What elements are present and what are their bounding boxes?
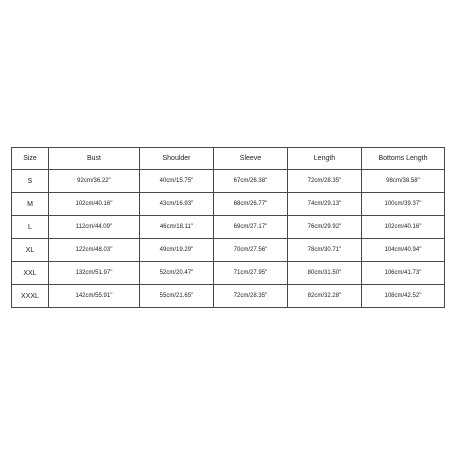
shoulder-cell: 46cm/18.11'' [140, 216, 214, 239]
table-row [12, 262, 445, 285]
shoulder-cell: 40cm/15.75'' [140, 170, 214, 193]
header-bust: Bust [49, 148, 140, 170]
length-cell: 72cm/28.35'' [288, 170, 362, 193]
bottoms-length-cell: 100cm/39.37'' [362, 193, 445, 216]
header-shoulder: Shoulder [140, 148, 214, 170]
table-row [12, 170, 445, 193]
bottoms-length-cell: 98cm/38.58'' [362, 170, 445, 193]
sleeve-cell: 71cm/27.95'' [214, 262, 288, 285]
shoulder-cell: 49cm/19.29'' [140, 239, 214, 262]
shoulder-cell: 52cm/20.47'' [140, 262, 214, 285]
size-chart-table [11, 147, 445, 308]
bust-cell: 112cm/44.09'' [49, 216, 140, 239]
bust-cell: 142cm/55.91'' [49, 285, 140, 308]
size-cell: L [12, 216, 49, 239]
sleeve-cell: 69cm/27.17'' [214, 216, 288, 239]
size-cell: M [12, 193, 49, 216]
bottoms-length-cell: 106cm/41.73'' [362, 262, 445, 285]
length-cell: 82cm/32.28'' [288, 285, 362, 308]
sleeve-cell: 70cm/27.56'' [214, 239, 288, 262]
bust-cell: 132cm/51.97'' [49, 262, 140, 285]
header-sleeve: Sleeve [214, 148, 288, 170]
shoulder-cell: 43cm/16.93'' [140, 193, 214, 216]
length-cell: 78cm/30.71'' [288, 239, 362, 262]
shoulder-cell: 55cm/21.65'' [140, 285, 214, 308]
bust-cell: 102cm/40.16'' [49, 193, 140, 216]
table-row [12, 285, 445, 308]
sleeve-cell: 72cm/28.35'' [214, 285, 288, 308]
header-bottoms-length: Bottoms Length [362, 148, 445, 170]
table-row [12, 239, 445, 262]
bust-cell: 92cm/36.22'' [49, 170, 140, 193]
length-cell: 74cm/29.13'' [288, 193, 362, 216]
bust-cell: 122cm/48.03'' [49, 239, 140, 262]
sleeve-cell: 67cm/26.38'' [214, 170, 288, 193]
size-cell: XL [12, 239, 49, 262]
sleeve-cell: 68cm/26.77'' [214, 193, 288, 216]
header-size: Size [12, 148, 49, 170]
length-cell: 80cm/31.50'' [288, 262, 362, 285]
table-row [12, 216, 445, 239]
table-header-row [12, 148, 445, 170]
table-row [12, 193, 445, 216]
size-cell: S [12, 170, 49, 193]
header-length: Length [288, 148, 362, 170]
bottoms-length-cell: 104cm/40.94'' [362, 239, 445, 262]
size-cell: XXXL [12, 285, 49, 308]
size-cell: XXL [12, 262, 49, 285]
length-cell: 76cm/29.92'' [288, 216, 362, 239]
bottoms-length-cell: 102cm/40.16'' [362, 216, 445, 239]
bottoms-length-cell: 108cm/42.52'' [362, 285, 445, 308]
